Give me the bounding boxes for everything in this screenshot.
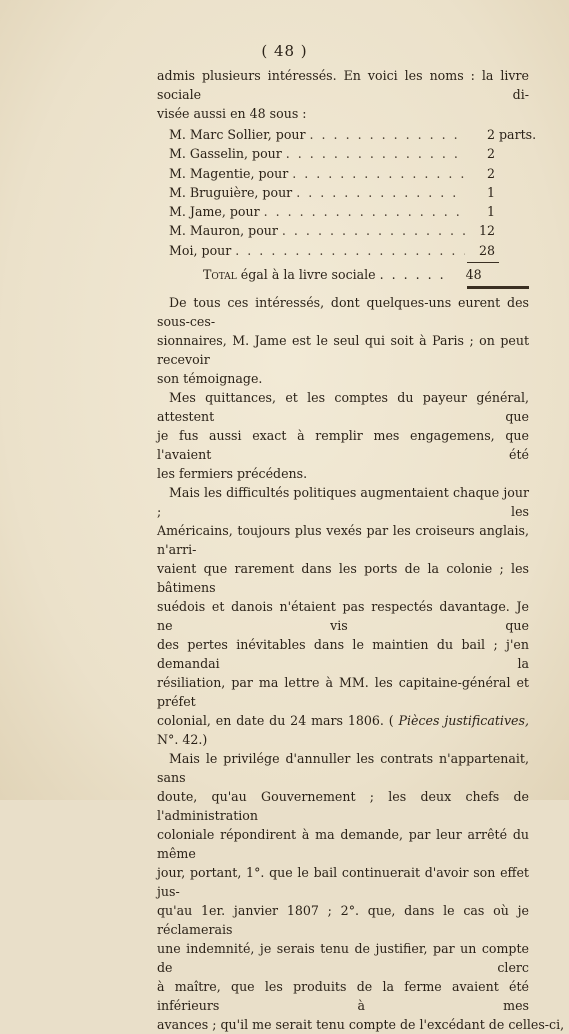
- leader-dots: [296, 183, 465, 202]
- text-line: sionnaires, M. Jame est le seul qui soit à Paris ; on peut recevoir: [157, 333, 529, 368]
- body-text: [157, 66, 565, 1034]
- shareholder-name: M. Jame, pour: [169, 204, 260, 220]
- text-line: colonial, en date du 24 mars 1806. ( Pièces justificatives,: [157, 713, 529, 729]
- italic-reference: Pièces justificatives,: [393, 713, 529, 729]
- total-value: 48: [465, 267, 482, 283]
- shareholder-row: [157, 144, 529, 163]
- leader-dots: [264, 202, 465, 221]
- intro-line-1: admis plusieurs intéressés. En voici les noms : la livre sociale di-: [157, 68, 529, 102]
- shareholder-share: 2: [486, 127, 495, 142]
- leader-dots: [235, 241, 465, 260]
- shareholder-name: Moi, pour: [169, 242, 232, 258]
- shareholder-name: M. Magentie, pour: [169, 165, 289, 181]
- text-line: jour, portant, 1°. que le bail continuerait d'avoir son effet jus-: [157, 865, 529, 900]
- text-line: De tous ces intéressés, dont quelques-uns eurent des sous-ces-: [157, 295, 529, 330]
- shareholder-row: [157, 221, 529, 240]
- shareholder-share: 2: [486, 146, 495, 162]
- shareholder-share: 1: [486, 184, 495, 200]
- shareholder-name: M. Marc Sollier, pour: [169, 127, 306, 142]
- text-line: des pertes inévitables dans le maintien du bail ; j'en demandai la: [157, 637, 529, 672]
- paragraph-3: [157, 483, 529, 730]
- shareholder-list: [157, 125, 537, 260]
- shareholder-name: M. Mauron, pour: [169, 223, 278, 239]
- shareholder-row: [157, 202, 529, 221]
- text-line: Mais le privilége d'annuller les contrats n'appartenait, sans: [157, 751, 529, 786]
- shareholder-row: [157, 241, 529, 260]
- double-rule: [467, 286, 529, 289]
- text-line: Américains, toujours plus vexés par les croiseurs anglais, n'arri-: [157, 523, 529, 558]
- text-line: coloniale répondirent à ma demande, par leur arrêté du même: [157, 827, 529, 862]
- leader-dots: [282, 221, 465, 240]
- text-line: avances ; qu'il me serait tenu compte de l'excédant de celles-ci,: [157, 1017, 565, 1033]
- shareholder-name: M. Gasselin, pour: [169, 146, 282, 162]
- shareholder-row: [157, 183, 529, 202]
- text-line: je fus aussi exact à remplir mes engagemens, que l'avaient été: [157, 428, 529, 463]
- text-line: Mes quittances, et les comptes du payeur général, attestent que: [157, 390, 529, 425]
- text-line: suédois et danois n'étaient pas respectés davantage. Je ne vis que: [157, 599, 529, 634]
- total-row: [157, 265, 529, 285]
- text-line: résiliation, par ma lettre à MM. les capitaine-général et préfet: [157, 675, 529, 710]
- leader-dots: [380, 265, 452, 284]
- paragraph-4: [157, 749, 565, 1034]
- leader-dots: [286, 144, 465, 163]
- total-label: [203, 265, 376, 284]
- paragraph-2: [157, 388, 529, 483]
- text-line: Mais les difficultés politiques augmentaient chaque jour ; les: [157, 485, 529, 520]
- shareholder-share: 1: [486, 204, 495, 220]
- sum-rule: [467, 262, 499, 263]
- shareholder-share: 12: [478, 223, 495, 239]
- text-line: son témoignage.: [157, 371, 263, 387]
- text-line: vaient que rarement dans les ports de la colonie ; les bâtimens: [157, 561, 529, 596]
- leader-dots: [292, 164, 465, 183]
- text-line: qu'au 1er. janvier 1807 ; 2°. que, dans le cas où je réclamerais: [157, 903, 529, 938]
- paragraph-1: [157, 293, 529, 388]
- total-label-rest: égal à la livre sociale: [236, 267, 376, 283]
- shareholder-row: [157, 164, 529, 183]
- paragraph-3-end: N°. 42.): [157, 732, 208, 748]
- leader-dots: [310, 125, 465, 144]
- intro-line-2: visée aussi en 48 sous :: [157, 106, 307, 121]
- page-number: ( 48 ): [261, 42, 308, 60]
- shareholder-share: 28: [478, 242, 495, 258]
- share-unit: parts.: [499, 127, 537, 142]
- total-label-smallcaps: Total: [203, 267, 237, 283]
- text-line: à maître, que les produits de la ferme avaient été inférieurs à mes: [157, 979, 529, 1014]
- shareholder-row: [157, 125, 537, 144]
- shareholder-name: M. Bruguière, pour: [169, 184, 293, 200]
- text-line: une indemnité, je serais tenu de justifier, par un compte de clerc: [157, 941, 529, 976]
- shareholder-share: 2: [486, 165, 495, 181]
- text-line: les fermiers précédens.: [157, 466, 308, 482]
- text-line: doute, qu'au Gouvernement ; les deux chefs de l'administration: [157, 789, 529, 824]
